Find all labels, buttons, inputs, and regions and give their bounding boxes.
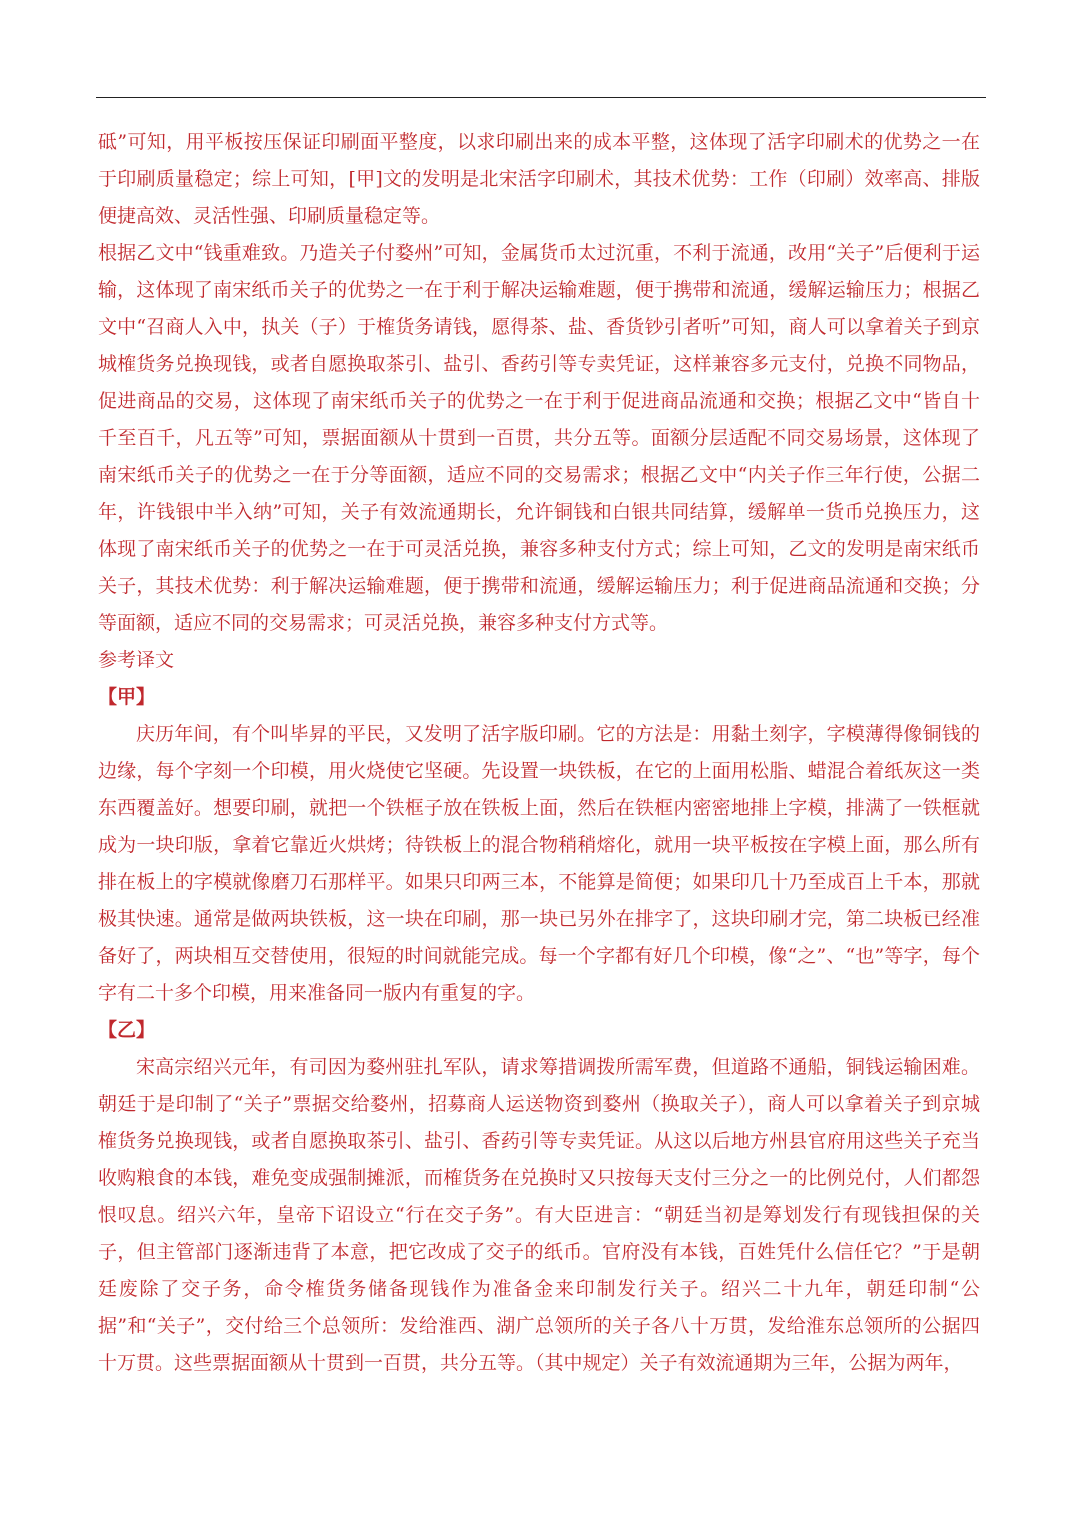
document-body <box>98 124 980 1382</box>
reference-translation-heading: 参考译文 <box>98 649 175 671</box>
section-label-jia: 【甲】 <box>98 686 156 708</box>
translation-paragraph-jia: 庆历年间，有个叫毕昇的平民，又发明了活字版印刷。它的方法是：用黏土刻字，字模薄得像铜钱的边缘，每个字刻一个印模，用火烧使它坚硬。先设置一块铁板，在它的上面用松脂、蜡混合着纸灰这一类东西覆盖好。想要印刷，就把一个铁框子放在铁板上面，然后在铁框内密密地排上字模，排满了一铁框就成为一块印版，拿着它靠近火烘烤；待铁板上的混合物稍稍熔化，就用一块平板按在字模上面，那么所有排在板上的字模就像磨刀石那样平。如果只印两三本，不能算是简便；如果印几十乃至成百上千本，那就极其快速。通常是做两块铁板，这一块在印刷，那一块已另外在排字了，这块印刷才完，第二块板已经准备好了，两块相互交替使用，很短的时间就能完成。每一个字都有好几个印模，像“之”、“也”等字，每个字有二十多个印模，用来准备同一版内有重复的字。 <box>98 723 980 1004</box>
header-rule <box>96 97 986 98</box>
analysis-paragraph-yi: 根据乙文中“钱重难致。乃造关子付婺州”可知，金属货币太过沉重，不利于流通，改用“关子”后便利于运输，这体现了南宋纸币关子的优势之一在于利于解决运输难题，便于携带和流通，缓解运输压力；根据乙文中“召商人入中，执关（子）于榷货务请钱，愿得茶、盐、香货钞引者听”可知，商人可以拿着关子到京城榷货务兑换现钱，或者自愿换取茶引、盐引、香药引等专卖凭证，这样兼容多元支付，兑换不同物品，促进商品的交易，这体现了南宋纸币关子的优势之一在于利于促进商品流通和交换；根据乙文中“皆自十千至百千，凡五等”可知，票据面额从十贯到一百贯，共分五等。面额分层适配不同交易场景，这体现了南宋纸币关子的优势之一在于分等面额，适应不同的交易需求；根据乙文中“内关子作三年行使，公据二年，许钱银中半入纳”可知，关子有效流通期长，允许铜钱和白银共同结算，缓解单一货币兑换压力，这体现了南宋纸币关子的优势之一在于可灵活兑换，兼容多种支付方式；综上可知，乙文的发明是南宋纸币关子，其技术优势：利于解决运输难题，便于携带和流通，缓解运输压力；利于促进商品流通和交换；分等面额，适应不同的交易需求；可灵活兑换，兼容多种支付方式等。 <box>98 242 980 634</box>
analysis-paragraph-jia: 砥”可知，用平板按压保证印刷面平整度，以求印刷出来的成本平整，这体现了活字印刷术的优势之一在于印刷质量稳定；综上可知，[甲]文的发明是北宋活字印刷术，其技术优势：工作（印刷）效率高、排版便捷高效、灵活性强、印刷质量稳定等。 <box>98 131 980 227</box>
translation-paragraph-yi: 宋高宗绍兴元年，有司因为婺州驻扎军队，请求筹措调拨所需军费，但道路不通船，铜钱运输困难。朝廷于是印制了“关子”票据交给婺州，招募商人运送物资到婺州（换取关子），商人可以拿着关子到京城榷货务兑换现钱，或者自愿换取茶引、盐引、香药引等专卖凭证。从这以后地方州县官府用这些关子充当收购粮食的本钱，难免变成强制摊派，而榷货务在兑换时又只按每天支付三分之一的比例兑付，人们都怨恨叹息。绍兴六年，皇帝下诏设立“行在交子务”。有大臣进言：“朝廷当初是筹划发行有现钱担保的关子，但主管部门逐渐违背了本意，把它改成了交子的纸币。官府没有本钱，百姓凭什么信任它？”于是朝廷废除了交子务，命令榷货务储备现钱作为准备金来印制发行关子。绍兴二十九年，朝廷印制“公据”和“关子”，交付给三个总领所：发给淮西、湖广总领所的关子各八十万贯，发给淮东总领所的公据四十万贯。这些票据面额从十贯到一百贯，共分五等。（其中规定）关子有效流通期为三年，公据为两年， <box>98 1056 980 1374</box>
section-label-yi: 【乙】 <box>98 1019 156 1041</box>
